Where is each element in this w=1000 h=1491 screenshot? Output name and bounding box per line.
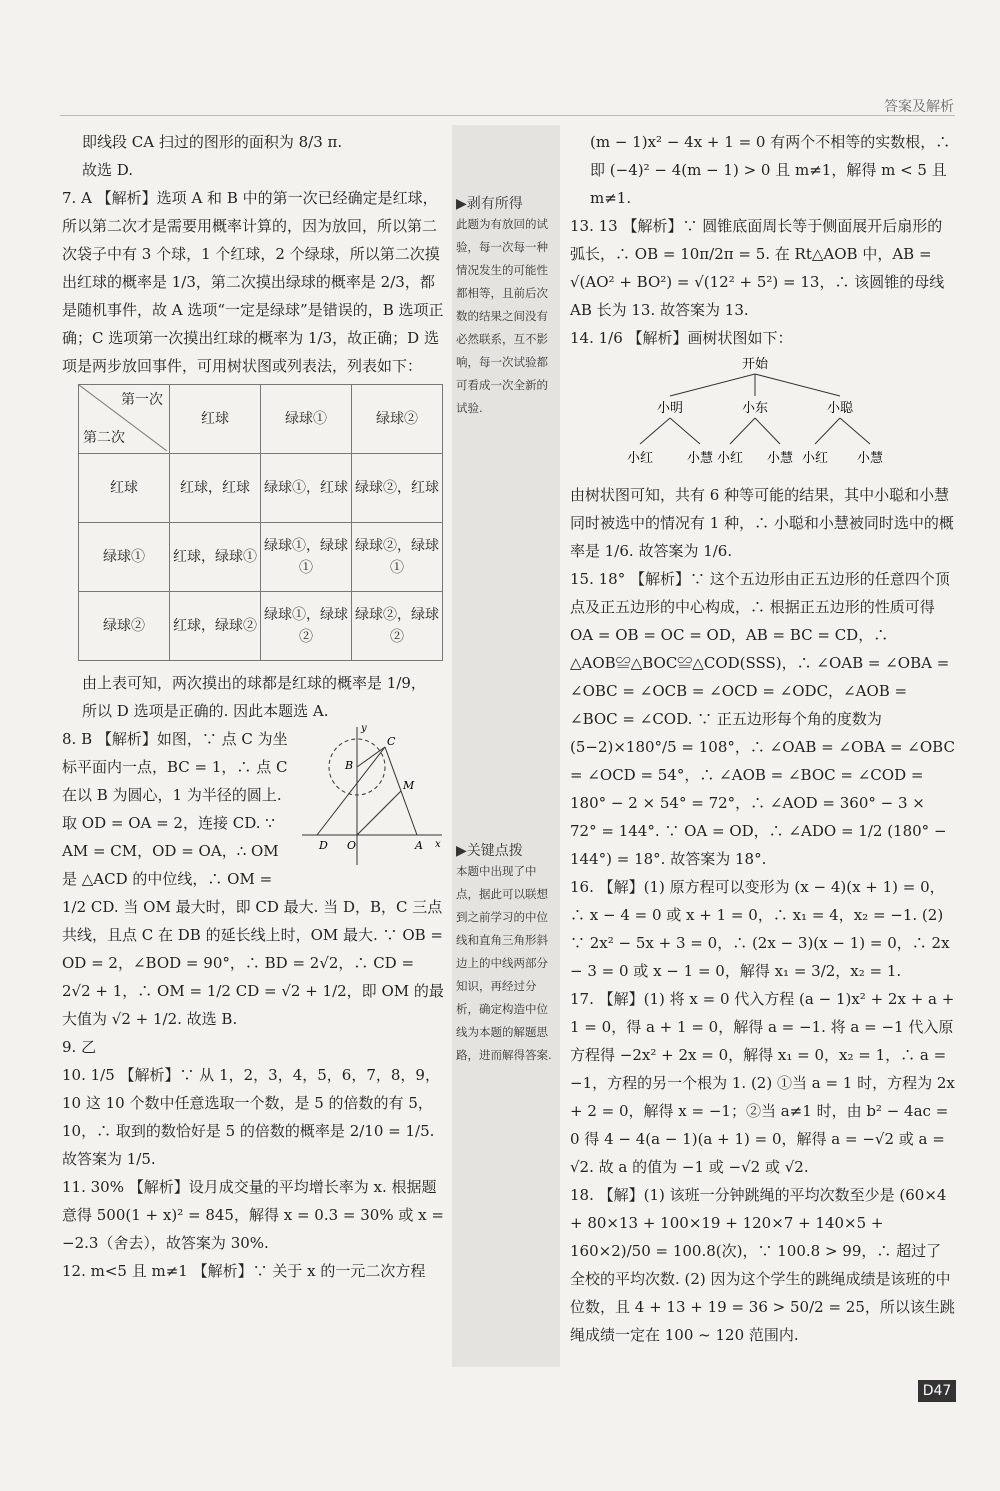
table-corner-cell (79, 385, 170, 454)
question-16: 16. 【解】(1) 原方程可以变形为 (x − 4)(x + 1) = 0，∴ x − 4 = 0 或 x + 1 = 0，∴ x₁ = 4，x₂ = −1. (2) ∵ 2x² − 5x + 3 = 0，∴ (2x − 3)(x − 1) = 0，∴ 2x − 3 = 0 或 x − 1 = 0，解得 x₁ = 3/2，x₂ = 1. (570, 878, 950, 980)
table-cell: 绿球②，绿球① (352, 523, 443, 592)
line-area-result: 即线段 CA 扫过的图形的面积为 8/3 π. (82, 133, 343, 151)
tree-node-l2: 小红 (626, 451, 654, 466)
question-17: 17. 【解】(1) 将 x = 0 代入方程 (a − 1)x² + 2x + a + 1 = 0，得 a + 1 = 0，解得 a = −1. 将 a = −1 代入原方程得 −2x² + 2x = 0，解得 x₁ = 0，x₂ = 1，∴ a = −1，方程的另一个根为 1. (2) ①当 a = 1 时，方程为 2x + 2 = 0，解得 x = −1；②当 a≠1 时，由 b² − 4ac = 0 得 4 − 4(a − 1)(a + 1) = 0，解得 a = −√2 或 a = √2. 故 a 的值为 −1 或 −√2 或 √2. (570, 990, 955, 1176)
table-cell: 红球，绿球① (170, 523, 261, 592)
tip-title-2: ▶关键点拨 (456, 843, 523, 859)
tree-edge (755, 418, 780, 444)
tree-root: 开始 (741, 357, 769, 372)
tree-node-l2: 小慧 (766, 451, 794, 466)
label-m: M (403, 779, 415, 792)
tip-body: 此题为有放回的试验，每一次每一种情况发生的可能性都相等，且前后次数的结果之间没有必然联系，互不影响，每一次试验都可看成一次全新的试验. (456, 217, 548, 415)
table-cell: 绿球②，绿球② (352, 592, 443, 661)
table-cell: 绿球①，红球 (261, 454, 352, 523)
page-number: D47 (918, 1380, 956, 1402)
tree-node-l1: 小聪 (826, 401, 854, 416)
tips-column (452, 125, 560, 1367)
table-header-cell: 绿球① (261, 385, 352, 454)
table-cell: 绿球①，绿球② (261, 592, 352, 661)
label-o: O (347, 839, 357, 852)
tree-edge (670, 374, 755, 396)
tree-node-l1: 小东 (741, 401, 769, 416)
tree-node-l2: 小慧 (686, 451, 714, 466)
table-conclusion: 由上表可知，两次摸出的球都是红球的概率是 1/9， (82, 674, 426, 692)
line-choose-d: 故选 D. (82, 161, 134, 179)
label-y: y (361, 723, 367, 734)
tree-edge (815, 418, 840, 444)
table-row-label: 红球 (79, 454, 170, 523)
label-x: x (435, 839, 441, 850)
tip-title: ▶剥有所得 (456, 196, 523, 212)
table-header-cell: 绿球② (352, 385, 443, 454)
tree-edge (840, 418, 870, 444)
label-d: D (319, 839, 328, 852)
tree-edge (730, 418, 755, 444)
question-14-conclusion: 由树状图可知，共有 6 种等可能的结果，其中小聪和小慧同时被选中的情况有 1 种，∴ 小聪和小慧被同时选中的概率是 1/6. 故答案为 1/6. (570, 486, 954, 560)
segment-om (357, 791, 401, 835)
table-cell: 绿球①，绿球① (261, 523, 352, 592)
tree-node-l2: 小红 (801, 451, 829, 466)
table-row-label: 绿球② (79, 592, 170, 661)
question-18: 18. 【解】(1) 该班一分钟跳绳的平均次数至少是 (60×4 + 80×13 + 100×19 + 120×7 + 140×5 + 160×2)/50 = 100.8(次)，∵ 100.8 > 99，∴ 超过了全校的平均次数. (2) 因为这个学生的跳绳成绩是该班的中位数，且 4 + 13 + 19 = 36 > 50/2 = 25，所以该生跳绳成绩一定在 100 ~ 120 范围内. (570, 1186, 955, 1344)
tree-node-l2: 小慧 (856, 451, 884, 466)
tree-node-l2: 小红 (716, 451, 744, 466)
tree-node-l1: 小明 (656, 401, 684, 416)
corner-second: 第二次 (83, 430, 125, 446)
table-cell: 绿球②，红球 (352, 454, 443, 523)
question-9: 9. 乙 (62, 1038, 97, 1056)
question-14: 14. 1/6 【解析】画树状图如下： (570, 329, 793, 347)
label-b: B (345, 759, 354, 772)
question-10: 10. 1/5 【解析】∵ 从 1，2，3，4，5，6，7，8，9，10 这 10 个数中任意选取一个数，是 5 的倍数的有 5，10，∴ 取到的数恰好是 5 的倍数的概率是 2/10 = 1/5. 故答案为 1/5. (62, 1066, 440, 1168)
label-a: A (415, 839, 423, 852)
tree-edge (755, 374, 840, 396)
table-cell: 红球，绿球② (170, 592, 261, 661)
question-7: 7. A 【解析】选项 A 和 B 中的第一次已经确定是红球，所以第二次才是需要用概率计算的，因为放回，所以第二次袋子中有 3 个球，1 个红球，2 个绿球，所以第二次摸出红球的概率是 1/3，第二次摸出绿球的概率是 2/3，都是随机事件，故 A 选项“一定是绿球”是错误的，B 选项正确；C 选项第一次摸出红球的概率为 1/3，故正确；D 选项是两步放回事件，可用树状图或列表法，列表如下： (62, 189, 444, 375)
tree-diagram (590, 352, 920, 472)
left-column (62, 128, 447, 1285)
question-12-continued: (m − 1)x² − 4x + 1 = 0 有两个不相等的实数根，∴ 即 (−4)² − 4(m − 1) > 0 且 m≠1，解得 m < 5 且 m≠1. (590, 133, 951, 207)
table-header-cell: 红球 (170, 385, 261, 454)
table-conclusion-2: 所以 D 选项是正确的. 因此本题选 A. (82, 702, 329, 720)
question-15: 15. 18° 【解析】∵ 这个五边形由正五边形的任意四个顶点及正五边形的中心构成，∴ 根据正五边形的性质可得 OA = OB = OC = OD，AB = BC = CD，∴ △AOB≌△BOC≌△COD(SSS)，∴ ∠OAB = ∠OBA = ∠OBC = ∠OCB = ∠OCD = ∠ODC，∠AOB = ∠BOC = ∠COD. ∵ 正五边形每个角的度数为 (5−2)×180°/5 = 108°，∴ ∠OAB = ∠OBA = ∠OBC = ∠OCD = 54°，∴ ∠AOB = ∠BOC = ∠COD = 180° − 2 × 54° = 72°，∴ ∠AOD = 360° − 3 × 72° = 144°. ∵ OA = OD，∴ ∠ADO = 1/2 (180° − 144°) = 18°. 故答案为 18°. (570, 570, 955, 868)
question-12: 12. m<5 且 m≠1 【解析】∵ 关于 x 的一元二次方程 (62, 1262, 426, 1280)
corner-first: 第一次 (121, 392, 163, 408)
probability-table (78, 384, 443, 661)
tree-edge (670, 418, 700, 444)
question-8: 8. B 【解析】如图，∵ 点 C 为坐标平面内一点，BC = 1，∴ 点 C 在以 B 为圆心，1 为半径的圆上. 取 OD = OA = 2，连接 CD. ∵ AM = CM，OD = OA，∴ OM 是 △ACD 的中位线，∴ OM = 1/2 CD. 当 OM 最大时，即 CD 最大. 当 D，B，C 三点共线，且点 C 在 DB 的延长线上时，OM 最大. ∵ OB = OD = 2，∠BOD = 90°，∴ BD = 2√2，∴ CD = 2√2 + 1，∴ OM = 1/2 CD = √2 + 1/2，即 OM 的最大值为 √2 + 1/2. 故选 B. (62, 730, 444, 1028)
tree-edge (640, 418, 670, 444)
segment-bc (357, 747, 385, 767)
geometry-figure (297, 717, 447, 867)
label-c: C (387, 735, 396, 748)
right-column (570, 128, 955, 1349)
tip-body-2: 本题中出现了中点，据此可以联想到之前学习的中位线和直角三角形斜边上的中线两部分知识，再经过分析，确定构造中位线为本题的解题思路，进而解得答案. (456, 864, 552, 1062)
header-divider (60, 115, 955, 116)
question-13: 13. 13 【解析】∵ 圆锥底面周长等于侧面展开后扇形的弧长，∴ OB = 10π/2π = 5. 在 Rt△AOB 中，AB = √(AO² + BO²) = √(12² + 5²) = 13，∴ 该圆锥的母线 AB 长为 13. 故答案为 13. (570, 217, 945, 319)
table-row-label: 绿球① (79, 523, 170, 592)
table-cell: 红球，红球 (170, 454, 261, 523)
section-label: 答案及解析 (884, 99, 954, 115)
question-11: 11. 30% 【解析】设月成交量的平均增长率为 x. 根据题意得 500(1 + x)² = 845，解得 x = 0.3 = 30% 或 x = −2.3（舍去），故答案为 30%. (62, 1178, 444, 1252)
